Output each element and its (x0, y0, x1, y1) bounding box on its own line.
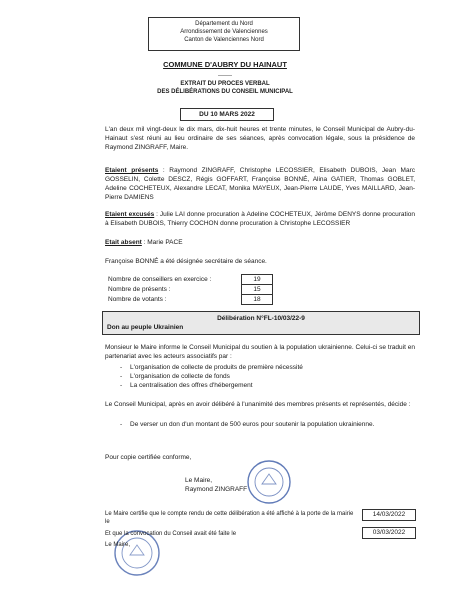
commune-title: COMMUNE D'AUBRY DU HAINAUT (163, 60, 287, 69)
count-label: Nombre de votants : (108, 296, 167, 303)
certified-copy-line: Pour copie certifiée conforme, (105, 454, 192, 461)
extract-title-line2: DES DÉLIBÉRATIONS DU CONSEIL MUNICIPAL (157, 89, 293, 95)
footer-convocation-line: Et que la convocation du Conseil avait été faite le (105, 531, 237, 537)
decisions-list (120, 420, 415, 429)
excuses-paragraph (105, 210, 415, 228)
decision-intro: Le Conseil Municipal, après en avoir délibéré à l'unanimité des membres présents et représentés, décide : (105, 401, 411, 408)
absent-paragraph (105, 238, 415, 247)
body-intro: Monsieur le Maire informe le Conseil Municipal du soutien à la population ukrainienne. Celui-ci se traduit en partenariat avec les acteurs associatifs par : (105, 344, 415, 360)
presents-text: : Raymond ZINGRAFF, Christophe LECOSSIER, Elisabeth DUBOIS, Jean Marc GOSSELIN, Colette DESCZ, Régis GOFFART, Françoise BONNÉ, Alina GATIER, Thomas GOBLET, Adeline COCHETEUX, Alexandre LECAT, Monika MAYEUX, Jean-Pierre LAUDE, Yves MAILLARD, Jean-Pierre DAMIENS (105, 167, 415, 201)
deliberation-box (102, 311, 420, 335)
secretary-line: Françoise BONNÉ a été désignée secrétaire de séance. (105, 258, 267, 265)
count-label: Nombre de conseillers en exercice : (108, 276, 212, 283)
count-row-exercice (105, 275, 273, 285)
extract-title-line1: EXTRAIT DU PROCES VERBAL (180, 81, 270, 87)
count-label: Nombre de présents : (108, 286, 171, 293)
extract-title (135, 80, 315, 96)
footer-mayor-line: Le Maire, (105, 542, 131, 548)
count-value: 15 (242, 285, 273, 295)
excuses-label: Etaient excusés (105, 211, 155, 218)
list-item: - L'organisation de collecte de produits de première nécessité (120, 363, 410, 372)
intro-paragraph: L'an deux mil vingt-deux le dix mars, dix-huit heures et trente minutes, le Conseil Municipal de Aubry-du-Hainaut s'est réuni au lieu ordinaire de ses séances, après convocation légale, sous la présidence de Raymond ZINGRAFF, Maire. (105, 126, 415, 151)
list-item: - La centralisation des offres d'hébergement (120, 381, 410, 390)
counts-table (105, 274, 273, 305)
header-box (148, 17, 300, 51)
presents-paragraph (105, 166, 415, 202)
excuses-text: : Julie LAI donne procuration à Adeline COCHETEUX, Jérôme DENYS donne procuration à Elisabeth DUBOIS, Thierry COCHON donne procuration à Christophe LECOSSIER (105, 211, 415, 227)
footer-display-line: Le Maire certifie que le compte rendu de cette délibération a été affiché à la porte de la mairie le (105, 511, 354, 525)
meeting-date-box: DU 10 MARS 2022 (180, 108, 274, 121)
signature-name: Raymond ZINGRAFF (185, 486, 248, 493)
footer-display-date: 14/03/2022 (362, 509, 416, 521)
footer-convocation-date: 03/03/2022 (362, 527, 416, 539)
canton-line: Canton de Valenciennes Nord (184, 37, 264, 43)
count-row-presents (105, 285, 273, 295)
count-row-votants (105, 295, 273, 305)
list-item: - De verser un don d'un montant de 500 euros pour soutenir la population ukrainienne. (120, 420, 415, 429)
actions-list (120, 363, 410, 390)
presents-label: Etaient présents (105, 167, 159, 174)
count-value: 18 (242, 295, 273, 305)
list-item: - L'organisation de collecte de fonds (120, 372, 410, 381)
absent-text: : Marie PACE (141, 239, 183, 246)
deliberation-subject: Don au peuple Ukrainien (107, 324, 184, 331)
official-stamp-icon (245, 458, 293, 506)
title-separator: ------- (218, 73, 232, 79)
deliberation-number: Délibération N°FL-10/03/22-9 (217, 315, 305, 322)
absent-label: Etait absent (105, 239, 142, 246)
arrondissement-line: Arrondissement de Valenciennes (180, 29, 268, 35)
department-line: Département du Nord (195, 21, 253, 27)
signature-title: Le Maire, (185, 477, 213, 484)
count-value: 19 (242, 275, 273, 285)
